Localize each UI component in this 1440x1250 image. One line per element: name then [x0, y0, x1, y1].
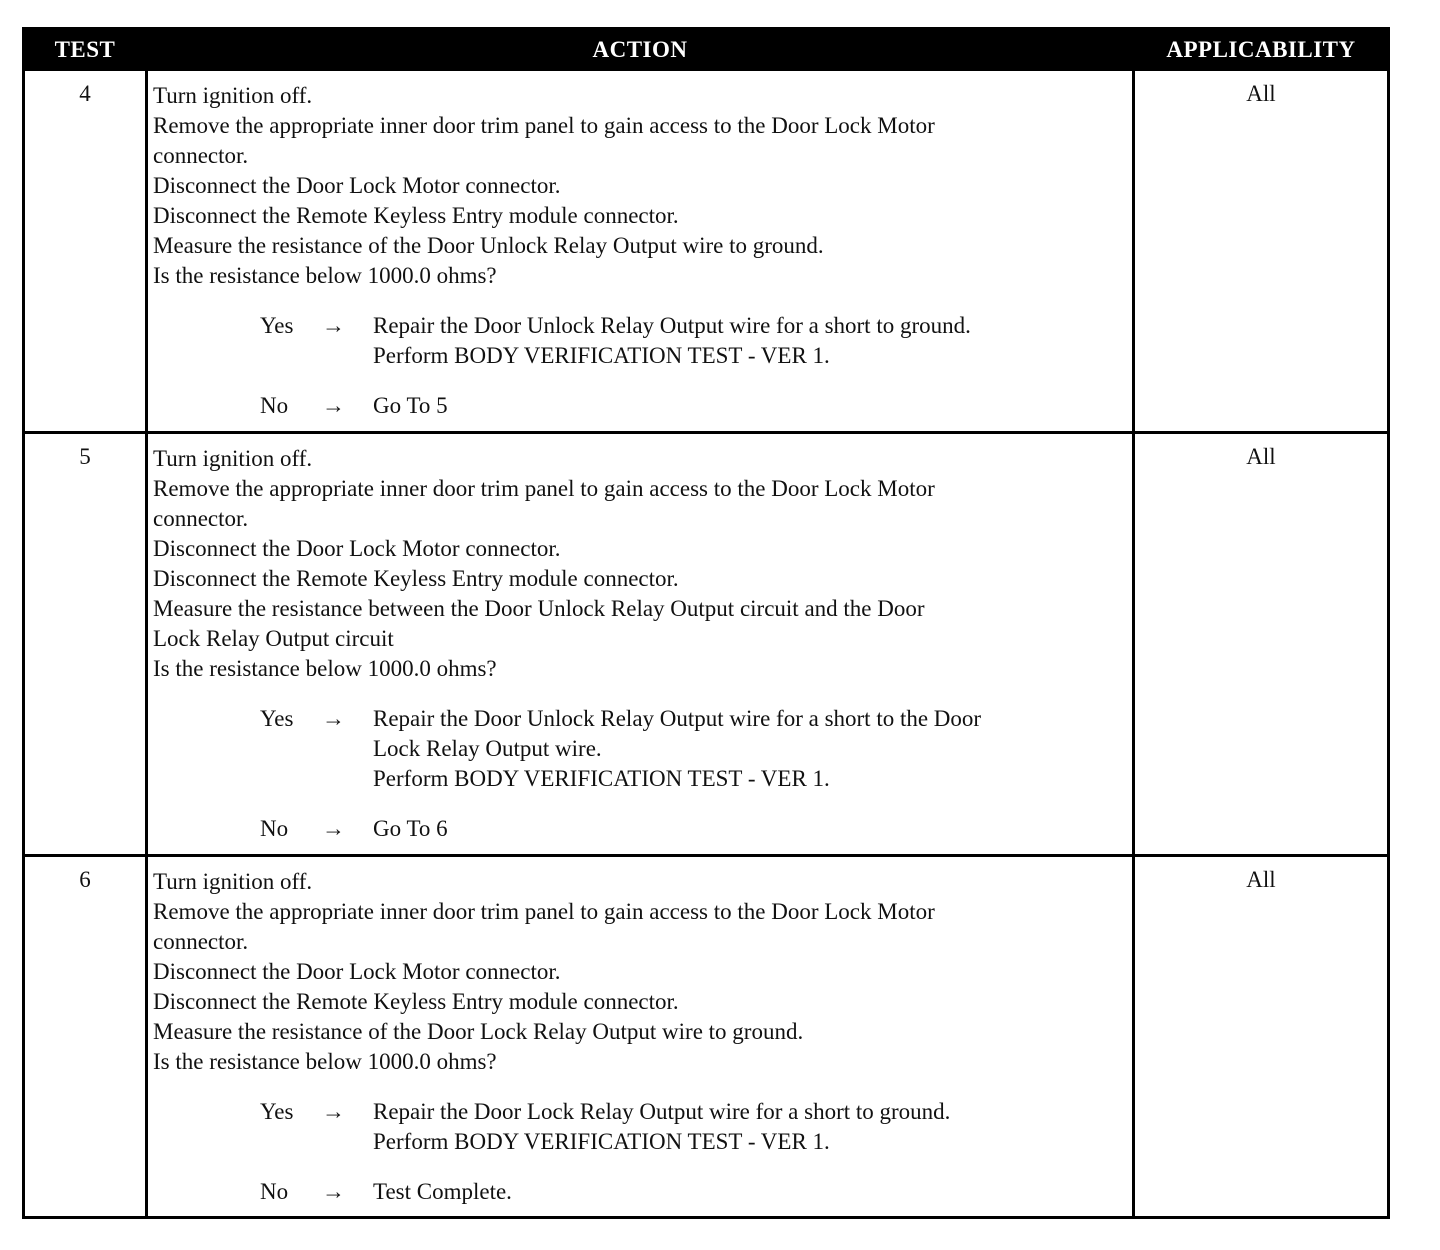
applicability-value: All	[1246, 867, 1276, 892]
result-no	[260, 391, 1133, 421]
arrow-icon: →	[322, 393, 345, 418]
action-step: Disconnect the Remote Keyless Entry module connector.	[153, 566, 679, 591]
applicability-value: All	[1246, 444, 1276, 469]
header-applicability: APPLICABILITY	[1166, 37, 1356, 62]
result-line: Lock Relay Output wire.	[373, 736, 602, 761]
result-line: Repair the Door Unlock Relay Output wire for a short to ground.	[373, 313, 971, 338]
result-line: Go To 5	[373, 393, 448, 418]
result-no	[260, 814, 1133, 844]
action-cell	[153, 867, 1133, 1207]
result-yes-text	[373, 311, 1133, 371]
applicability-value: All	[1246, 81, 1276, 106]
arrow-icon: →	[322, 1099, 345, 1124]
result-line: Go To 6	[373, 816, 448, 841]
test-table	[22, 27, 1390, 1219]
result-no	[260, 1177, 1133, 1207]
action-step: connector.	[153, 506, 249, 531]
result-no-label: No	[260, 1179, 289, 1204]
result-no-label: No	[260, 816, 289, 841]
action-step: connector.	[153, 143, 249, 168]
table-row	[25, 71, 1387, 431]
result-line: Repair the Door Unlock Relay Output wire for a short to the Door	[373, 706, 982, 731]
action-step: Remove the appropriate inner door trim panel to gain access to the Door Lock Motor	[153, 899, 935, 924]
action-step: Disconnect the Remote Keyless Entry module connector.	[153, 203, 679, 228]
result-yes-label: Yes	[260, 706, 294, 731]
action-step: Measure the resistance between the Door Unlock Relay Output circuit and the Door	[153, 596, 925, 621]
result-line: Test Complete.	[373, 1179, 512, 1204]
action-step: connector.	[153, 929, 249, 954]
table-row	[25, 857, 1387, 1217]
action-cell	[153, 81, 1133, 421]
action-step: Measure the resistance of the Door Unlock Relay Output wire to ground.	[153, 233, 824, 258]
action-step: Turn ignition off.	[153, 869, 313, 894]
action-step: Disconnect the Door Lock Motor connector.	[153, 173, 561, 198]
result-no-text	[373, 1177, 1133, 1207]
result-no-text	[373, 391, 1133, 421]
action-step: Lock Relay Output circuit	[153, 626, 394, 651]
action-step: Is the resistance below 1000.0 ohms?	[153, 1049, 497, 1074]
action-step: Is the resistance below 1000.0 ohms?	[153, 263, 497, 288]
action-step: Disconnect the Door Lock Motor connector.	[153, 959, 561, 984]
action-step: Remove the appropriate inner door trim panel to gain access to the Door Lock Motor	[153, 476, 935, 501]
result-yes-text	[373, 704, 1133, 794]
action-step: Disconnect the Door Lock Motor connector.	[153, 536, 561, 561]
arrow-icon: →	[322, 1179, 345, 1204]
result-line: Repair the Door Lock Relay Output wire for a short to ground.	[373, 1099, 951, 1124]
result-yes	[260, 311, 1133, 371]
test-number: 6	[79, 867, 91, 892]
result-line: Perform BODY VERIFICATION TEST - VER 1.	[373, 1129, 830, 1154]
result-yes-label: Yes	[260, 313, 294, 338]
table-header	[25, 30, 1387, 71]
header-test: TEST	[54, 37, 116, 62]
action-step: Is the resistance below 1000.0 ohms?	[153, 656, 497, 681]
action-step: Turn ignition off.	[153, 83, 313, 108]
arrow-icon: →	[322, 816, 345, 841]
header-action: ACTION	[592, 37, 688, 62]
table-row	[25, 434, 1387, 854]
arrow-icon: →	[322, 706, 345, 731]
result-line: Perform BODY VERIFICATION TEST - VER 1.	[373, 766, 830, 791]
test-number: 5	[79, 444, 91, 469]
result-no-text	[373, 814, 1133, 844]
action-step: Measure the resistance of the Door Lock Relay Output wire to ground.	[153, 1019, 804, 1044]
action-step: Turn ignition off.	[153, 446, 313, 471]
arrow-icon: →	[322, 313, 345, 338]
action-step: Disconnect the Remote Keyless Entry module connector.	[153, 989, 679, 1014]
action-step: Remove the appropriate inner door trim panel to gain access to the Door Lock Motor	[153, 113, 935, 138]
test-number: 4	[79, 81, 91, 106]
result-yes	[260, 1097, 1133, 1157]
result-yes-text	[373, 1097, 1133, 1157]
result-yes-label: Yes	[260, 1099, 294, 1124]
result-no-label: No	[260, 393, 289, 418]
result-yes	[260, 704, 1133, 794]
result-line: Perform BODY VERIFICATION TEST - VER 1.	[373, 343, 830, 368]
action-cell	[153, 444, 1133, 844]
